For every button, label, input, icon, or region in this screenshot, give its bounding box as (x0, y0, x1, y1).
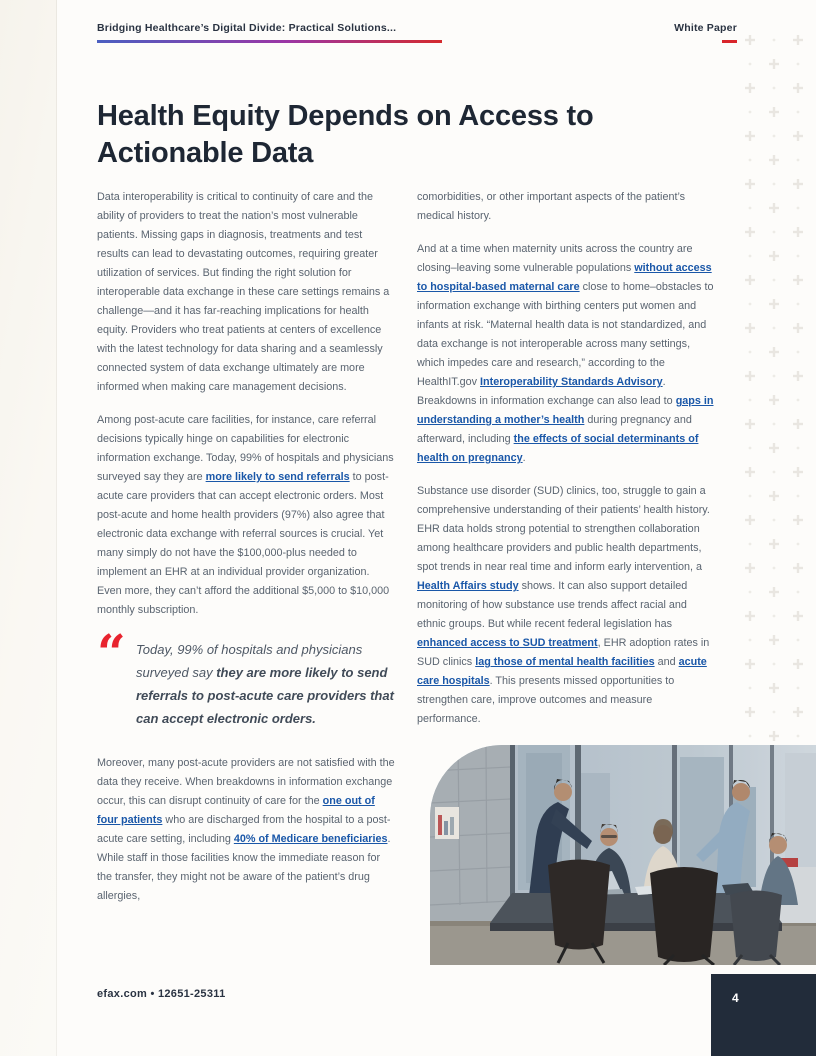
text-run: Today, 99% of hospitals and physicians surveyed say (136, 642, 363, 680)
footer-info: efax.com • 12651-25311 (97, 988, 226, 1000)
running-title: Bridging Healthcare’s Digital Divide: Practical Solutions... (97, 22, 397, 34)
text-run: Data interoperability is critical to continuity of care and the ability of providers to treat the nation’s most vulnerable patients. Missing gaps in diagnosis, treatments and test results can lead to devastating outcomes, requiring greater utilization of services. But finding the right solution for interoperable data exchange in these care settings remains a challenge—and it has far-reaching implications for health equity. Providers who treat patients at centers of excellence with the latest technology for data sharing and a seamlessly connected system of data exchange ultimately are more informed when making care management decisions. (97, 191, 390, 393)
paragraph-maternity (417, 240, 715, 468)
inline-link[interactable]: acute care hospitals (417, 656, 707, 687)
page-title (97, 98, 594, 172)
meeting-photo (430, 745, 816, 965)
text-run: comorbidities, or other important aspects of the patient’s medical history. (417, 191, 686, 222)
text-run: Moreover, many post-acute providers are not satisfied with the data they receive. When breakdowns in information exchange occur, this can disrupt continuity of care for the (97, 757, 395, 807)
inline-link[interactable]: one out of four patients (97, 795, 375, 826)
page-header (97, 22, 737, 43)
quote-icon: “ (97, 623, 126, 682)
left-column (97, 188, 395, 920)
paragraph-sud-clinics (417, 482, 715, 729)
text-run: And at a time when maternity units across the country are closing–leaving some vulnerable populations (417, 243, 693, 274)
inline-link[interactable]: without access to hospital-based maternal care (417, 262, 712, 293)
header-left (97, 22, 442, 43)
inline-link[interactable]: more likely to send referrals (205, 471, 350, 483)
inline-link[interactable]: the effects of social determinants of health on pregnancy (417, 433, 699, 464)
text-run: . This presents missed opportunities to strengthen care, improve outcomes and measure performance. (417, 675, 675, 725)
text-run: to post-acute care providers that can accept electronic orders. Most post-acute and home health providers (97%) also agree that electronic data exchange with referral sources is crucial. Yet many simply do not have the $100,000-plus needed to implement an EHR at an individual provider organization. Even more, they can’t afford the additional $5,000 to $10,000 monthly subscription. (97, 471, 390, 616)
meeting-photo-illustration (430, 745, 816, 965)
paragraph-continuation (417, 188, 715, 226)
doc-type-accent-rule (722, 40, 737, 43)
text-run: and (654, 656, 679, 668)
inline-link[interactable]: enhanced access to SUD treatment (417, 637, 598, 649)
page-title-line2: Actionable Data (97, 137, 314, 169)
page-number-badge (711, 974, 816, 1056)
inline-link[interactable]: gaps in understanding a mother’s health (417, 395, 714, 426)
text-run: who are discharged from the hospital to a post-acute care setting, including (97, 814, 391, 845)
text-run: shows. It can also support detailed monitoring of how substance use trends affect racial and ethnic groups. But while recent federal legislation has (417, 580, 688, 630)
paragraph-post-acute (97, 411, 395, 620)
text-run: . Breakdowns in information exchange can also lead to (417, 376, 676, 407)
text-run: during pregnancy and afterward, including (417, 414, 692, 445)
page-number: 4 (732, 991, 739, 1005)
pull-quote (97, 623, 395, 730)
paragraph-data-satisfaction (97, 754, 395, 906)
pull-quote-text (136, 634, 395, 730)
header-gradient-rule (97, 40, 442, 43)
inline-link[interactable]: Health Affairs study (417, 580, 519, 592)
text-run: they are more likely to send referrals to post-acute care providers that can accept electronic orders. (136, 665, 394, 726)
paragraph-intro (97, 188, 395, 397)
page-title-line1: Health Equity Depends on Access to (97, 100, 594, 132)
text-run: . While staff in those facilities know the immediate reason for the transfer, they might not be aware of the patient’s drug allergies, (97, 833, 391, 902)
doc-type-label: White Paper (674, 22, 737, 34)
inline-link[interactable]: 40% of Medicare beneficiaries (233, 833, 388, 845)
left-margin-strip (0, 0, 57, 1056)
text-run: . (522, 452, 526, 464)
text-run: , EHR adoption rates in SUD clinics (417, 637, 710, 668)
header-right (674, 22, 737, 43)
text-run: Among post-acute care facilities, for instance, care referral decisions typically hinge on capabilities for electronic information exchange. Today, 99% of hospitals and physicians surveyed say they are (97, 414, 394, 483)
inline-link[interactable]: lag those of mental health facilities (475, 656, 655, 668)
text-run: Substance use disorder (SUD) clinics, too, struggle to gain a comprehensive understanding of their patients’ health history. EHR data holds strong potential to strengthen collaboration among healthcare providers and public health departments, spot trends in near real time and inform early intervention, a (417, 485, 710, 573)
text-run: close to home–obstacles to information exchange with birthing centers put women and infants at risk. “Maternal health data is not standardized, and data exchange is not interoperable across many settings, which impedes care and research,” according to the HealthIT.gov (417, 281, 714, 388)
inline-link[interactable]: Interoperability Standards Advisory (480, 376, 663, 388)
